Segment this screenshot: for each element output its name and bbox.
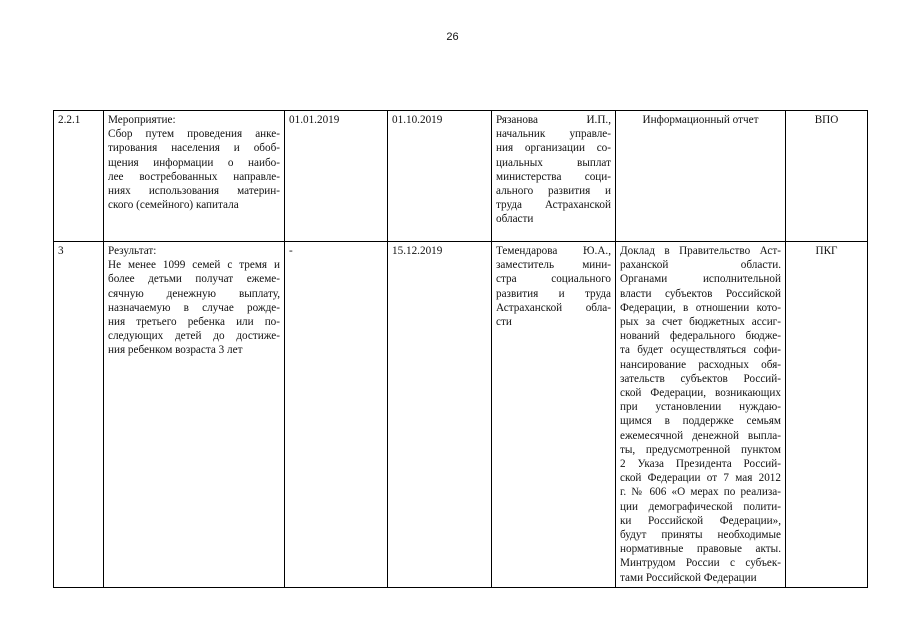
activity-cell-line: назначаемую в случае рожде- <box>108 301 280 314</box>
result-cell-line: раханской области. <box>620 259 781 272</box>
activity-cell <box>104 111 285 242</box>
activity-cell-line: Не менее 1099 семей с тремя и <box>108 259 280 272</box>
result-cell <box>616 111 786 242</box>
responsible-cell-line: ния организации со- <box>496 142 611 155</box>
activity-cell-line: ния третьего ребенка или по- <box>108 316 280 329</box>
activity-cell-line: ния ребенком возраста 3 лет <box>108 344 243 357</box>
result-cell-line: тами Российской Федерации <box>620 571 757 584</box>
result-cell-line: ежемесячной денежной выпла- <box>620 429 781 442</box>
responsible-cell-line: стра социального <box>496 273 611 286</box>
document-type: ПКГ <box>786 242 868 588</box>
activity-cell-line: Мероприятие: <box>108 114 176 126</box>
responsible-cell-line: области <box>496 213 534 226</box>
activity-cell <box>104 242 285 588</box>
result-cell-line: та будет осуществляться софи- <box>620 344 781 357</box>
result-cell-line: рых за счет бюджетных ассиг- <box>620 316 781 329</box>
activity-cell-line: Сбор путем проведения анке- <box>108 128 280 141</box>
responsible-cell-line: заместитель мини- <box>496 259 611 272</box>
result-cell-line: ской Федерации, возникающих <box>620 387 781 400</box>
result-cell-line: нансирование расходных обя- <box>620 358 781 371</box>
result-cell-line: 2 Указа Президента Россий- <box>620 458 781 471</box>
responsible-cell <box>492 242 616 588</box>
result-cell-line: зательств субъектов Россий- <box>620 372 781 385</box>
result-cell-line: Доклад в Правительство Аст- <box>620 245 781 257</box>
result-cell-line: при установлении нуждаю- <box>620 401 781 414</box>
result-cell-line: будут приняты необходимые <box>620 529 781 542</box>
result-cell <box>616 242 786 588</box>
activity-cell-line: сячную денежную выплату, <box>108 287 280 300</box>
result-cell-line: власти субъектов Российской <box>620 287 781 300</box>
result-cell-line: ты, предусмотренной пунктом <box>620 443 781 456</box>
activity-cell-line: лее востребованных направле- <box>108 170 280 183</box>
result-cell-line: нормативные правовые акты. <box>620 543 781 556</box>
result-cell-line: Информационный отчет <box>642 114 759 126</box>
end-date: 15.12.2019 <box>388 242 492 588</box>
table-row <box>54 111 868 242</box>
result-cell-line: Органами исполнительной <box>620 273 781 286</box>
result-cell-line: Минтрудом России с субъек- <box>620 557 781 570</box>
end-date: 01.10.2019 <box>388 111 492 242</box>
item-number: 2.2.1 <box>54 111 104 242</box>
result-cell-line: щимся в поддержке семьям <box>620 415 781 428</box>
responsible-cell-line: ального развития и <box>496 185 611 198</box>
result-cell-line: ки Российской Федерации», <box>620 514 781 527</box>
activity-cell-line: ского (семейного) капитала <box>108 199 239 212</box>
start-date: 01.01.2019 <box>285 111 388 242</box>
responsible-cell-line: Астраханской обла- <box>496 301 611 314</box>
item-number: 3 <box>54 242 104 588</box>
plan-table <box>53 110 868 588</box>
responsible-cell-line: Темендарова Ю.А., <box>496 245 611 257</box>
start-date: - <box>285 242 388 588</box>
result-cell-line: Федерации, в отношении кото- <box>620 301 781 314</box>
activity-cell-line: более детьми получат ежеме- <box>108 273 280 286</box>
responsible-cell-line: министерства соци- <box>496 170 611 183</box>
responsible-cell-line: циальных выплат <box>496 156 611 169</box>
page-number: 26 <box>446 31 459 43</box>
activity-cell-line: ниях использования материн- <box>108 185 280 198</box>
result-cell-line: г. № 606 «О мерах по реализа- <box>620 486 781 499</box>
activity-cell-line: тирования населения и обоб- <box>108 142 280 155</box>
responsible-cell-line: сти <box>496 316 512 329</box>
result-cell-line: нований федерального бюдже- <box>620 330 781 343</box>
activity-cell-line: щения информации о наибо- <box>108 156 280 169</box>
responsible-cell-line: развития и труда <box>496 287 611 300</box>
responsible-cell-line: Рязанова И.П., <box>496 114 611 126</box>
responsible-cell-line: начальник управле- <box>496 128 611 141</box>
table-row <box>54 242 868 588</box>
activity-cell-line: следующих детей до достиже- <box>108 330 280 343</box>
responsible-cell <box>492 111 616 242</box>
result-cell-line: ции демографической полити- <box>620 500 781 513</box>
result-cell-line: ской Федерации от 7 мая 2012 <box>620 472 781 485</box>
activity-cell-line: Результат: <box>108 245 157 257</box>
responsible-cell-line: труда Астраханской <box>496 199 611 212</box>
document-type: ВПО <box>786 111 868 242</box>
